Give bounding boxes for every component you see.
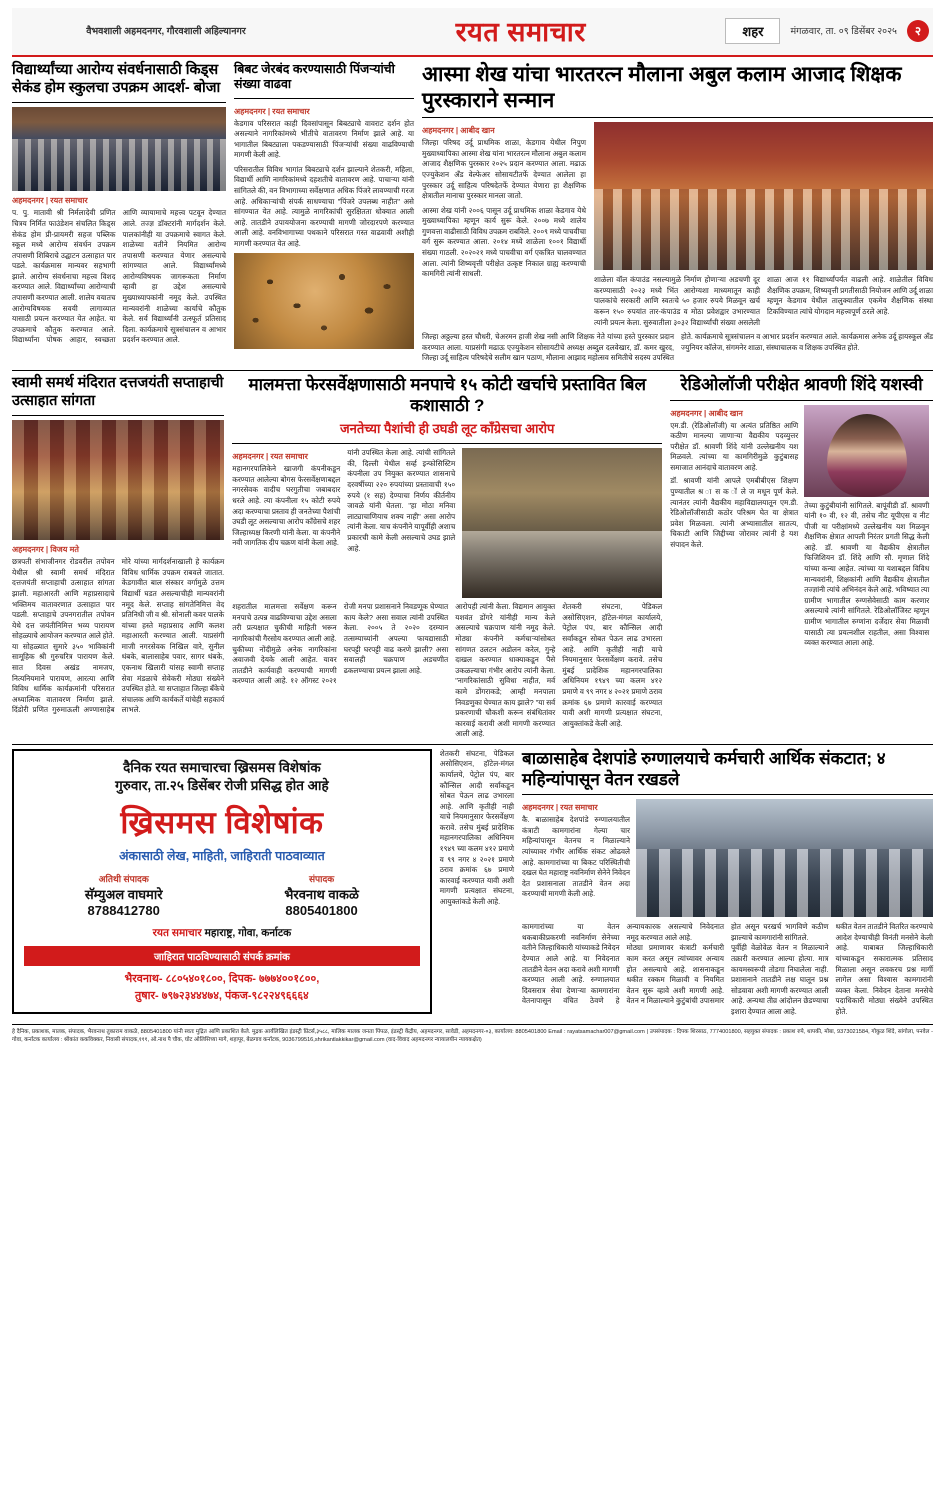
photo-award-ceremony	[594, 122, 933, 270]
ad-line-2: गुरुवार, ता.२५ डिसेंबर रोजी प्रसिद्ध होत आहे	[115, 778, 329, 794]
byline-leopard: अहमदनगर | रयत समाचार	[234, 106, 310, 116]
headline-malmatta: मालमत्ता फेरसर्वेक्षणासाठी मनपाचे १५ कोटी खर्चाचे प्रस्तावित बिल कशासाठी ?	[248, 374, 646, 415]
masthead-tagline: वैभवशाली अहमदनगर, गौरवशाली अहिल्यानगर	[86, 26, 246, 37]
byline-balasaheb: अहमदनगर | रयत समाचार	[522, 803, 598, 813]
ad-contact-bar: जाहिरात पाठविण्यासाठी संपर्क क्रमांक	[24, 946, 420, 966]
article-leopard	[234, 62, 414, 364]
body-asma-3: शाळेला वॉल कंपाउंड नसल्यामुळे निर्माण होणाऱ्या अडचणी दूर करण्यासाठी २०२३ मध्ये भिंत आरोग्यशा माध्यमातून काही पालकांचे सरकारी आणि स्वतःचे ५० हजार रुपये मिळवून खर्च करून १५० रुपयांत तार-कंपाउंड व मोठा प्रवेशद्वार उभारण्यात त्यांनी प्रयत्न केला. सुरुवातीला ३०३२ विद्यार्थ्यांची संख्या असलेली शाळा आज ११ विद्यार्थ्यांपर्यंत वाढली आहे. शाळेतील विविध शैक्षणिक उपक्रम, शिष्यवृत्ती प्रगतीसाठी नियोजन आणि उर्दू शाळा म्हणून केडगाव येथील तालुक्यातील एकमेव शैक्षणिक संस्था टिकविण्यात त्यांचे योगदान महत्त्वपूर्ण ठरले आहे.	[594, 275, 933, 327]
ad-contact-editor	[284, 872, 359, 918]
ad-phone-2[interactable]: 8805401800	[285, 903, 358, 919]
ad-role-2: संपादक	[308, 874, 335, 885]
body-malmatta-2: यांनी उपस्थित केला आहे. त्यांची सांगितले की, दिल्ली येथील सर्व्ह इन्फोसिस्टिम कंपनीला उप नियुक्त करण्यात शासनाचे दरवर्षीच्या २२० रुपयांच्या प्रस्तावाची १५० रुपये (१ सह) देण्याचा निर्णय कीर्तनीय जावळे यांनी घेतला. "हा मोठा मनिवा लाट्याचाणियाच शक्य नाही" असा आरोप त्यांनी केला. याच कंपनीने यापूर्वीही अशाच प्रकारची कामे केली असल्याचे उघड झाले आहे.	[347, 448, 456, 553]
ad-name-2: भैरवनाथ वाकळे	[284, 887, 359, 903]
body-balasaheb-4: पूर्वीही वेळोवेळ वेतन न मिळाल्याने तक्रारी करण्यात आल्या होत्या. मात्र कायमस्वरूपी तोडगा निघालेला नाही. प्रशासनाने तातडीने लक्ष घालून प्रश्न सोडवावा अशी मागणी करण्यात आली आहे. अन्यथा तीव्र आंदोलन छेडण्याचा इशारा देण्यात आला आहे.	[731, 943, 829, 1016]
body-asma-4: जिल्हा अठ्ठल्या हस्त चौधरी, चेअरमन हाजी शेख नसी आणि शिक्षक नेते यांच्या हस्ते पुरस्कार प्रदान करण्यात आला. याप्रसंगी मढाऊ एज्युकेशन सोसायटीचे अध्यक्ष अब्दुल दलवेखार, डॉ. कमर खुरद, जिल्हा उर्दू साहित्य परिषदेचे सलीम खान पठाण, मौलाना आझाद महोत्सव समितीचे सदस्य उपस्थित होते. कार्यक्रमाचे सूत्रसंचालन व आभार प्रदर्शन करण्यात आले. कार्यक्रमास अनेक उर्दू हायस्कूल अँड ज्युनियर कॉलेज, संगमनेर शाळा, संस्थाचालक व शिक्षक उपस्थित होते.	[422, 332, 933, 363]
ad-brand-regions: महाराष्ट्र, गोवा, कर्नाटक	[204, 927, 292, 940]
masthead	[12, 8, 933, 57]
headline-kids-second-home: विद्यार्थ्यांच्या आरोग्य संवर्धनासाठी किड्स सेकंड होम स्कुलचा उपक्रम आदर्श- बोजा	[12, 62, 221, 96]
article-balasaheb	[522, 749, 933, 1018]
body-balasaheb-1: कै. बाळासाहेब देशपांडे रुग्णालयातील कंत्राटी कामगारांना गेल्या चार महिन्यांपासून वेतनच न मिळाल्याने त्यांच्यावर गंभीर आर्थिक संकट ओढवले आहे. कामगारांच्या या बिकट परिस्थितीची दखल घेत महाराष्ट्र नवनिर्माण सेनेने निवेदन देत प्रशासनाला तातडीने वेतन अदा करण्याची मागणी केली आहे.	[522, 815, 630, 899]
ad-footer-brand	[24, 926, 420, 940]
headline-radiology: रेडिओलॉजी परीक्षेत श्रावणी शिंदे यशस्वी	[680, 374, 923, 394]
body-malmatta-1: महानगरपालिकेने खाजगी कंपनीकडून करण्यात आलेल्या बोगस फेरसर्वेक्षणाबद्दल नगरसेवक वादीच घरगुतीचा जबाबदार धरले आहे. त्या कंपनीला १५ कोटी रुपये अदा करण्याचा प्रस्ताव ही जनतेच्या पैशांची उघडी लूट असल्याचा आरोप काँग्रेसचे शहर जिल्हाध्यक्ष किरणी यांनी केला. या कंपनीने नवी जागतिक दीप चक्रण यांनी केला आहे.	[232, 464, 341, 548]
body-swami-1: छत्रपती संभाजीनगर रोडवरील तपोवन येथील श्री स्वामी समर्थ मंदिरात दत्तजयंती सप्ताहाची उत्साहात सांगता झाली. महाआरती आणि महाप्रसादाचे भक्तिमय वातावरणात उत्साहात पार पडली. सप्ताहाचे उपनगरातील तपोवन येथे दत्त जयंतीनिमित्त भव्य पारायण सोहळ्याचे आयोजन करण्यात आले होते. या सोहळ्यात सुमारे ३५० भाविकांनी सामूहिक श्री गुरुचरित्र पारायण केले. सात दिवस अखंड नामजप, नित्यनियमाने पारायण, आरत्या आणि विविध धार्मिक कार्यक्रमांनी परिसरात अध्यात्मिक वातावरण निर्माण झाले. दिंडोरी प्रणित गुरुमाऊली अण्णासाहेब मोरे यांच्या मार्गदर्शनाखाली हे कार्यक्रम विविध धार्मिक उपक्रम राबवले जातात. केडगावीत बाल संस्कार वर्गामुळे उत्तम विद्यार्थी घडत असल्याचीही मान्यवरांनी नमूद केले. सप्ताह सांगतेनिमित्त वेद प्रतिनिधी जी व श्री. सोनाली कवर पालके यांच्या हस्ते महाप्रसाद आणि कलश महाआरती करण्यात आली. याप्रसंगी माजी नगरसेवक निखिल वारे, सुनील थंबके, बालासाहेब पवार, सागर थंबके, एकनाथ खिलारी यांसह स्वामी सप्ताह सेवा मंडळाचे सेवेकरी मोठ्या संख्येने उपस्थित होते. या सप्ताहात जिल्हा बँकेचे संचालक आणि कार्यकर्ते यांचेही सहकार्य लाभले.	[12, 557, 225, 715]
article-radiology	[670, 375, 933, 740]
christmas-special-ad	[12, 749, 432, 1018]
ad-contact-guest-editor	[85, 872, 163, 918]
body-leopard-2: परिसरातील विविध भागांत बिबट्याचे दर्शन झाल्याने शेतकरी, महिला, विद्यार्थी आणि नागरिकांमध्ये दहशतीचे वातावरण आहे. पाचाऱ्या यांनी सांगितले की, वन विभागाच्या सर्वेक्षणात अधिक पिंजरे लावण्याची गरज आहे. अधिकाऱ्यांची संपर्क साधण्याचा "पिंजरे उपलब्ध नाहीत" असे सांगण्यात येत आहे. त्यामुळे नागरिकांची सुरक्षितता धोक्यात आली आहे. तातडीने उपाययोजना करण्याची मागणी जोरदारपणे करण्यात आली आहे. वनविभागाच्या पथकाने परिसरात गस्त वाढवावी अशीही मागणी करण्यात येत आहे.	[234, 164, 414, 248]
byline-kids: अहमदनगर | रयत समाचार	[12, 196, 88, 206]
body-asma-1: जिल्हा परिषद उर्दू प्राथमिक शाळा, केडगाव येथील निपुण मुख्याध्यापिका आस्मा शेख यांना भारतरत्न मौलाना अबुल कलाम आजाद शैक्षणिक पुरस्कार २०२५ प्रदान करण्यात आला. मढाऊ एज्युकेशन अँड वेल्फेअर सोसायटीतर्फे देण्यात आलेला हा पुरस्कार उर्दू साहित्य परिषदेतर्फे देण्यात येणारा हा शैक्षणिक क्षेत्रातील मानाचा पुरस्कार मानला जातो.	[422, 138, 586, 201]
article-malmatta	[232, 375, 662, 740]
body-radiology-3: तेच्या कुटुंबीयांनी सांगितले. बापूंवीडी डॉ. श्रावणी यांनी १० वी, १२ वी, तसेच नीट यूपीएस व नीट पीजी या परीक्षांमध्ये उल्लेखनीय यश मिळवून शैक्षणिक क्षेत्रात आपली निरंतर प्रगती सिद्ध केली आहे. डॉ. श्रावणी या वैद्यकीय क्षेत्रातील फिजिशियन डॉ. शिंदे आणि सौ. मृणाल शिंदे यांच्या कन्या आहेत. त्यांच्या या यशाबद्दल विविध मान्यवरांनी, शिक्षकांनी आणि वैद्यकीय क्षेत्रातील तज्ज्ञांनी त्यांचे अभिनंदन केले आहे. भविष्यात त्या ग्रामीण भागातील रुग्णसेवेसाठी काम करणार असल्याचे त्यांनी सांगितले. रेडिओलॉजिस्ट म्हणून ग्रामीण भागातील रुग्णांना दर्जेदार सेवा मिळावी यासाठी त्या प्रयत्नशील राहतील, असा विश्वास व्यक्त करण्यात आला आहे.	[804, 500, 930, 648]
body-balasaheb-2: कामगारांच्या या वेतन थकबाकीप्रकरणी नवनिर्माण सेनेच्या वतीने जिल्हाधिकारी यांच्याकडे निवेदन देण्यात आले आहे. या निवेदनात तातडीने वेतन अदा करावे अशी मागणी करण्यात आली आहे. रुग्णालयात दिवसरात्र सेवा देणाऱ्या कामगारांना वेतनापासून वंचित ठेवणे हे अन्यायकारक असल्याचे निवेदनात नमूद करण्यात आले आहे.	[522, 922, 724, 1006]
bottom-section	[12, 749, 933, 1018]
byline-radiology: अहमदनगर | आबीद खान	[670, 408, 743, 418]
photo-memorandum-submission	[636, 799, 933, 917]
photo-temple	[12, 420, 224, 540]
ad-subtitle: अंकासाठी लेख, माहिती, जाहिराती पाठवाव्यात	[118, 849, 325, 864]
ad-numbers-1[interactable]: भैरवनाथ- ८८०५४०१८००, दिपक- ७७७४००१८००,	[124, 973, 320, 986]
masthead-title: रयत समाचार	[455, 17, 586, 47]
body-malmatta-3: शहरातील मालमत्ता सर्वेक्षण करून मनपाचे उत्पन्न वाढविण्याचा उद्देश असला तरी प्रत्यक्षात चुकीची माहिती भरून नागरिकांची गैरसोय करण्यात आली आहे. चुकीच्या नोंदीमुळे अनेक नागरिकांना अवाजवी देयके आली आहेत. यावर तातडीने कार्यवाही करण्याची मागणी करण्यात आली आहे. १२ ऑगस्ट २०२१ रोजी मनपा प्रशासनाने निवडणूक घेण्यात काय केले? असा सवाल त्यांनी उपस्थित केला. २००५ ते २०२० दरम्यान तत्सम्याच्यांनी अपल्या फायद्यासाठी घरपट्टी घरपट्टी वाढ करणे झाली? असा सवालही चक्रपाण अडचणीत ढकलण्याचा प्रयत्न झाला आहे.	[232, 602, 449, 686]
ad-phone-1[interactable]: 8788412780	[87, 903, 160, 919]
middle-section	[12, 375, 933, 740]
article-kids-second-home	[12, 62, 226, 364]
footer-imprint: हे दैनिक, प्रकाशक, मालक, संपादक, भैरवनाथ तुकाराम वाकळे, 8805401800 यांनी स्वतः मुद्रित आणि प्रकाशित केले. मुद्रक आर्यलिखित इंडस्ट्री प्रिंटर्स,३५८८, मालिक मालक जनता पिंपळ, इंडस्ट्री केंद्रीय, अहमदनगर, सावेडी, अहमदनगर-०३, कार्यालय: 8805401800 Email : rayatsamachar007@gmail.com | उपसंपादक : दिपक शिरसाठ, 7774001800, सहयुक्त संपादक : प्रकाश रुपे, थापकी, मोबा, 9373021584, गोकुळ शिंदे, सांगोला, पनवेल - गोवा, कर्नाटक कार्यालय : श्रीकांत ककविक्कर, निवासी संपादक,१११, ओ.नाथ पै चौक, घोट ओलिसिच्या मागे, शहापूर, बेळगाव कर्नाटक, 9036799516,shrikantlakkikar@gmail.com (वाद-विवाद अहमदनगर न्यायालयीन न्यायकक्षेत)	[12, 1024, 933, 1045]
edition-label: शहर	[725, 18, 780, 44]
subhead-malmatta: जनतेच्या पैशांची ही उघडी लूट काँग्रेसचा आरोप	[340, 421, 555, 437]
publication-date: मंगळवार, ता. ०९ डिसेंबर २०२५	[790, 26, 897, 37]
body-balasaheb-5: थकीत वेतन तातडीने वितरित करण्याचे आदेश देण्याचीही विनंती मनसेने केली आहे. याबाबत जिल्हाधिकारी यांच्याकडून सकारात्मक प्रतिसाद मिळाला असून लवकरच प्रश्न मार्गी लागेल असा विश्वास कामगारांनी व्यक्त केला. निवेदन देताना मनसेचे पदाधिकारी मोठ्या संख्येने उपस्थित होते.	[835, 922, 933, 1016]
article-asma-shaikh	[422, 62, 933, 364]
body-malmatta-cont: शेतकरी संघटना, पेडिकल असोसिएशन, हॉटेल-मंगल कार्यालये, पेट्रोल पंप, बार कौन्सिल आदी सर्वांकडून सोबत पेऊन लाढ उभारला आहे. आणि कृतीही नाही याचे नियमानुसार फेरसर्वेक्षण करावे. तसेच मुंबई प्रादेशिक महानगरपालिका अधिनियम १९४९ च्या कलम ४१२ प्रमाणे व ९९ नगर ४ २०२१ प्रमाणे ठराव क्रमांक ६७ प्रमाणे कारवाई करण्यात यावी अशी मागणी प्रत्यक्षात संघटना, आयुक्तांकडे केली आहे.	[439, 748, 514, 906]
article-swami-samarth	[12, 375, 224, 740]
ad-line-1: दैनिक रयत समाचारचा ख्रिसमस विशेषांक	[123, 759, 321, 775]
headline-swami: स्वामी समर्थ मंदिरात दत्तजयंती सप्ताहाची उत्साहात सांगता	[12, 374, 224, 409]
byline-asma: अहमदनगर | आबीद खान	[422, 126, 495, 136]
byline-swami: अहमदनगर | विजय मते	[12, 545, 79, 555]
ad-numbers-2[interactable]: तुषार- ७९७२३४४४७४, पंकज-९८२२४९६६६४	[135, 989, 309, 1002]
masthead-right	[725, 18, 929, 44]
body-malmatta-4: आरोपही त्यांनी केला. विद्यमान आयुक्त यशवंत डोंगरे यांनीही मान्य केले असल्याचे चक्रपाण यांनी नमूद केले. मोठ्या कंपनीने कर्मचाऱ्यांसोबत सांगणत उलटन अडोलन करेल, गुन्हे दाखल करण्यात धाक्याकडून पैसे उकळल्याचा गंभीर आरोप त्यांनी केला. "नागरिकांसाठी सुविधा नाहीत, मर्व कामे डोंगराकडे; आम्ही मनपाला निवडणुका घेण्यात काय झाले? "या सर्व प्रकरणाची चौकशी करून संबंधितांवर कारवाई करावी अशी मागणी करण्यात आली आहे.	[455, 602, 556, 739]
body-kids-1: प. पु. मातावी श्री निर्मलादेवी प्रणित चित्रय निर्मित फाउंडेशन संचलित किड्स सेकंड होम प्री-प्रायमरी सहज पब्लिक स्कूल मध्ये आरोग्य संवर्धन उपक्रम तपासणी शिबिराचे उद्घाटन उत्साहात पार पडले. कार्यक्रमास मान्यवर सहभागी झाले. आरोग्य संवर्धनाचा महत्त्व विशद करण्यात आले. विद्यार्थ्यांच्या आरोग्याची तपासणी करण्यात आली. शालेय वयातच आरोग्यविषयक सवयी लागाव्यात यासाठी प्रयत्न करण्यात येत आहेत. या उपक्रमाचे कौतुक करण्यात आले. विद्यार्थ्यांना पोषक आहार, स्वच्छता आणि व्यायामाचे महत्त्व पटवून देण्यात आले. तज्ज्ञ डॉक्टरांनी मार्गदर्शन केले. पालकांनीही या उपक्रमाचे स्वागत केले. शाळेच्या वतीने नियमित आरोग्य तपासणी करण्यात येणार असल्याचे सांगण्यात आले. विद्यार्थ्यांमध्ये आरोग्यविषयक जागरूकता निर्माण व्हावी हा उद्देश असल्याचे मुख्याध्यापकांनी नमूद केले. उपस्थित मान्यवरांनी शाळेच्या कार्याचे कौतुक केले. सर्व विद्यार्थ्यांनी उत्स्फूर्त प्रतिसाद दिला. कार्यक्रमाचे सूत्रसंचालन व आभार प्रदर्शन करण्यात आले.	[12, 208, 226, 345]
malmatta-continuation	[440, 749, 514, 1018]
photo-kids-group	[12, 107, 226, 191]
body-asma-2: आस्मा शेख यांनी २००६ पासून उर्दू प्राथमिक शाळा केडगाव येथे मुख्याध्यापिका म्हणून कार्य सुरू केले. २००७ मध्ये शालेय गुणवत्ता वाढीसाठी विविध उपक्रम राबविले. २००९ मध्ये पाचवीचा वर्ग सुरू करण्यात आला. २०१४ मध्ये शाळेला १००१ विद्यार्थी संख्या गाठली. २०२०२१ मध्ये पाचवीचा वर्ग एकत्रित चालवण्यात आला. त्यांनी शिष्यवृत्ती परीक्षेत उत्कृष्ट निकाल ग्राह्य करण्याची कामगिरी त्यांनी साधली.	[422, 205, 586, 279]
body-radiology-1: एम.डी. (रेडिओलॉजी) या अत्यंत प्रतिष्ठित आणि कठीण मानल्या जाणाऱ्या वैद्यकीय पदव्युत्तर परीक्षेत डॉ. श्रावणी शिंदे यांनी उल्लेखनीय यश मिळवले. त्यांच्या या कामगिरीमुळे कुटुंबासह समाजात आनंदाचे वातावरण आहे.	[670, 420, 799, 472]
body-balasaheb-3: मोठ्या प्रमाणावर कंत्राटी कर्मचारी काम करत असून त्यांच्यावर अन्याय होत असल्याचे आहे. शासनाकडून थकीत रक्कम मिळावी व नियमित वेतन सुरू व्हावे अशी मागणी आहे. वेतन न मिळाल्याने कुटुंबांची उपासमार होत असून घरखर्च भागविणे कठीण झाल्याचे कामगारांनी सांगितले.	[626, 922, 829, 1006]
headline-asma: आस्मा शेख यांचा भारतरत्न मौलाना अबुल कलाम आजाद शिक्षक पुरस्काराने सन्मान	[422, 63, 902, 112]
ad-name-1: सॅम्युअल वाघमारे	[84, 887, 163, 903]
body-malmatta-5: शेतकरी संघटना, पेडिकल असोसिएशन, हॉटेल-मंगल कार्यालये, पेट्रोल पंप, बार कौन्सिल आदी सर्वांकडून सोबत पेऊन लाढ उभारला आहे. आणि कृतीही नाही याचे नियमानुसार फेरसर्वेक्षण करावे. तसेच मुंबई प्रादेशिक महानगरपालिका अधिनियम १९४९ च्या कलम ४१२ प्रमाणे व ९९ नगर ४ २०२१ प्रमाणे ठराव क्रमांक ६७ प्रमाणे कारवाई करण्यात यावी अशी मागणी प्रत्यक्षात संघटना, आयुक्तांकडे केली आहे.	[562, 602, 663, 728]
headline-leopard: बिबट जेरबंद करण्यासाठी पिंजऱ्यांची संख्या वाढवा	[234, 62, 395, 92]
body-leopard-1: केडगाव परिसरात काही दिवसांपासून बिबट्याचे वावराट दर्शन होत असल्याने नागरिकांमध्ये भीतीचे वातावरण निर्माण झाले आहे. या भागातील बिबट्याला पकडण्यासाठी पिंजऱ्यांची संख्या वाढविण्याची मागणी केली आहे.	[234, 118, 414, 160]
page-number-badge: २	[907, 20, 929, 42]
headline-balasaheb: बाळासाहेब देशपांडे रुग्णालयाचे कर्मचारी आर्थिक संकटात; ४ महिन्यांपासून वेतन रखडले	[522, 748, 886, 789]
photo-shravani-shinde	[804, 405, 929, 497]
byline-malmatta: अहमदनगर | रयत समाचार	[232, 452, 308, 462]
ad-role-1: अतिथी संपादक	[98, 874, 149, 885]
ad-headline: ख्रिसमस विशेषांक	[120, 805, 324, 841]
top-section	[12, 62, 933, 364]
ad-brand-name: रयत समाचार	[152, 927, 202, 940]
photo-press-conference	[462, 448, 662, 598]
photo-leopard	[234, 253, 414, 349]
body-radiology-2: डॉ. श्रावणी यांनी आपले एमबीबीएस शिक्षण पुण्यातील श्र ा स क ॉ ले ज मधून पूर्ण केले. त्यानंतर त्यांनी वैद्यकीय महाविद्यालयातून एम.डी. रेडिओलॉजीसाठी कठोर परिश्रम घेत या क्षेत्रात प्रवेश मिळवला. त्यांनी अभ्यासातील सातत्य, चिकाटी आणि जिद्दीच्या जोरावर त्यांनी हे यश संपादन केले.	[670, 476, 799, 549]
